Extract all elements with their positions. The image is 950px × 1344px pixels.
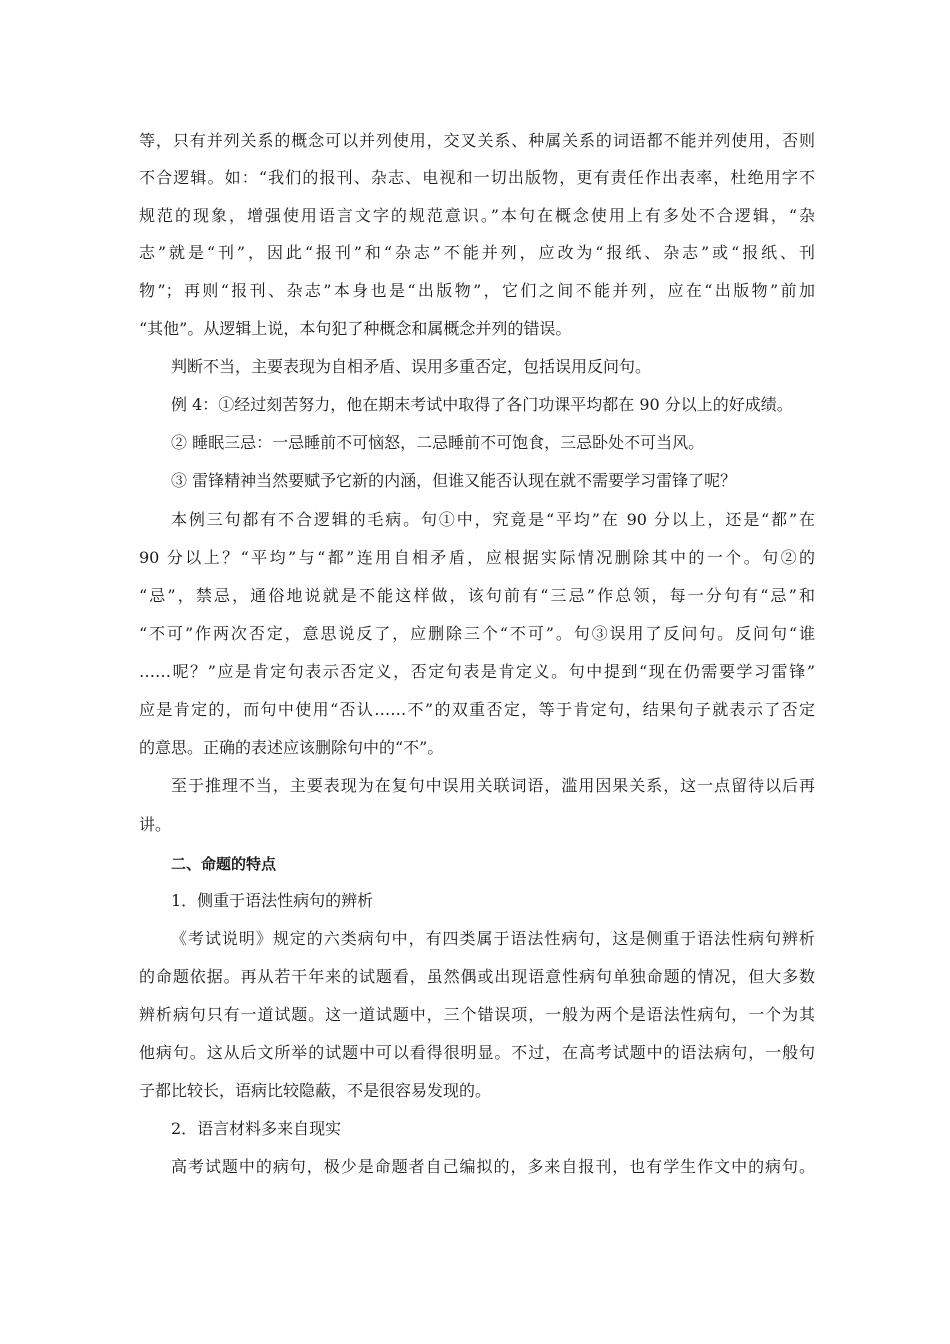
paragraph-first-line: 高考试题中的病句，极少是命题者自己编拟的，多来自报刊，也有学生作文中的病句。 [171,1157,815,1176]
text-line: 不合逻辑。如：“我们的报刊、杂志、电视和一切出版物，更有责任作出表率，杜绝用字不 [139,168,815,187]
subsection-heading: 1．侧重于语法性病句的辨析 [171,891,374,910]
text-line: 的意思。正确的表述应该删除句中的“不”。 [139,738,444,757]
text-line: 志”就是“刊”，因此“报刊”和“杂志”不能并列，应改为“报纸、杂志”或“报纸、刊 [139,243,815,262]
text-line: 他病句。这从后文所举的试题中可以看得很明显。不过，在高考试题中的语法病句，一般句 [139,1043,815,1062]
text-line: 讲。 [139,815,172,834]
paragraph-first-line: 本例三句都有不合逻辑的毛病。句①中，究竟是“平均”在 90 分以上，还是“都”在 [171,510,815,529]
example-line: 例 4：①经过刻苦努力，他在期末考试中取得了各门功课平均都在 90 分以上的好成绩。 [171,395,793,414]
text-line: 90 分以上？“平均”与“都”连用自相矛盾，应根据实际情况删除其中的一个。句②的 [139,548,815,567]
section-heading: 二、命题的特点 [171,855,277,873]
text-line: 应是肯定的，而句中使用“否认……不”的双重否定，等于肯定句，结果句子就表示了否定 [139,700,815,719]
example-line: ③ 雷锋精神当然要赋予它新的内涵，但谁又能否认现在就不需要学习雷锋了呢？ [171,471,737,490]
text-line: 规范的现象，增强使用语言文字的规范意识。”本句在概念使用上有多处不合逻辑，“杂 [139,206,815,225]
text-line: ……呢？”应是肯定句表示否定义，否定句表是肯定义。句中提到“现在仍需要学习雷锋” [139,662,815,681]
text-line: “不可”作两次否定，意思说反了，应删除三个“不可”。句③误用了反问句。反问句“谁 [139,624,815,643]
paragraph-first-line: 至于推理不当，主要表现为在复句中误用关联词语，滥用因果关系，这一点留待以后再 [171,776,815,795]
text-line: 辨析病句只有一道试题。这一道试题中，三个错误项，一般为两个是语法性病句，一个为其 [139,1005,815,1024]
text-line: 的命题依据。再从若干年来的试题看，虽然偶或出现语意性病句单独命题的情况，但大多数 [139,967,815,986]
text-line: 物”；再则“报刊、杂志”本身也是“出版物”，它们之间不能并列，应在“出版物”前加 [139,281,815,300]
text-line: 子都比较长，语病比较隐蔽，不是很容易发现的。 [139,1081,492,1100]
text-line: “其他”。从逻辑上说，本句犯了种概念和属概念并列的错误。 [139,319,572,338]
text-line: 等，只有并列关系的概念可以并列使用，交叉关系、种属关系的词语都不能并列使用，否则 [139,131,815,150]
paragraph-first-line: 判断不当，主要表现为自相矛盾、误用多重否定，包括误用反问句。 [171,357,652,376]
text-line: “忌”，禁忌，通俗地说就是不能这样做，该句前有“三忌”作总领，每一分句有“忌”和 [139,586,815,605]
paragraph-first-line: 《考试说明》规定的六类病句中，有四类属于语法性病句，这是侧重于语法性病句辨析 [171,929,815,948]
example-line: ② 睡眠三忌：一忌睡前不可恼怒，二忌睡前不可饱食，三忌卧处不可当风。 [171,433,705,452]
subsection-heading: 2．语言材料多来自现实 [171,1119,342,1138]
